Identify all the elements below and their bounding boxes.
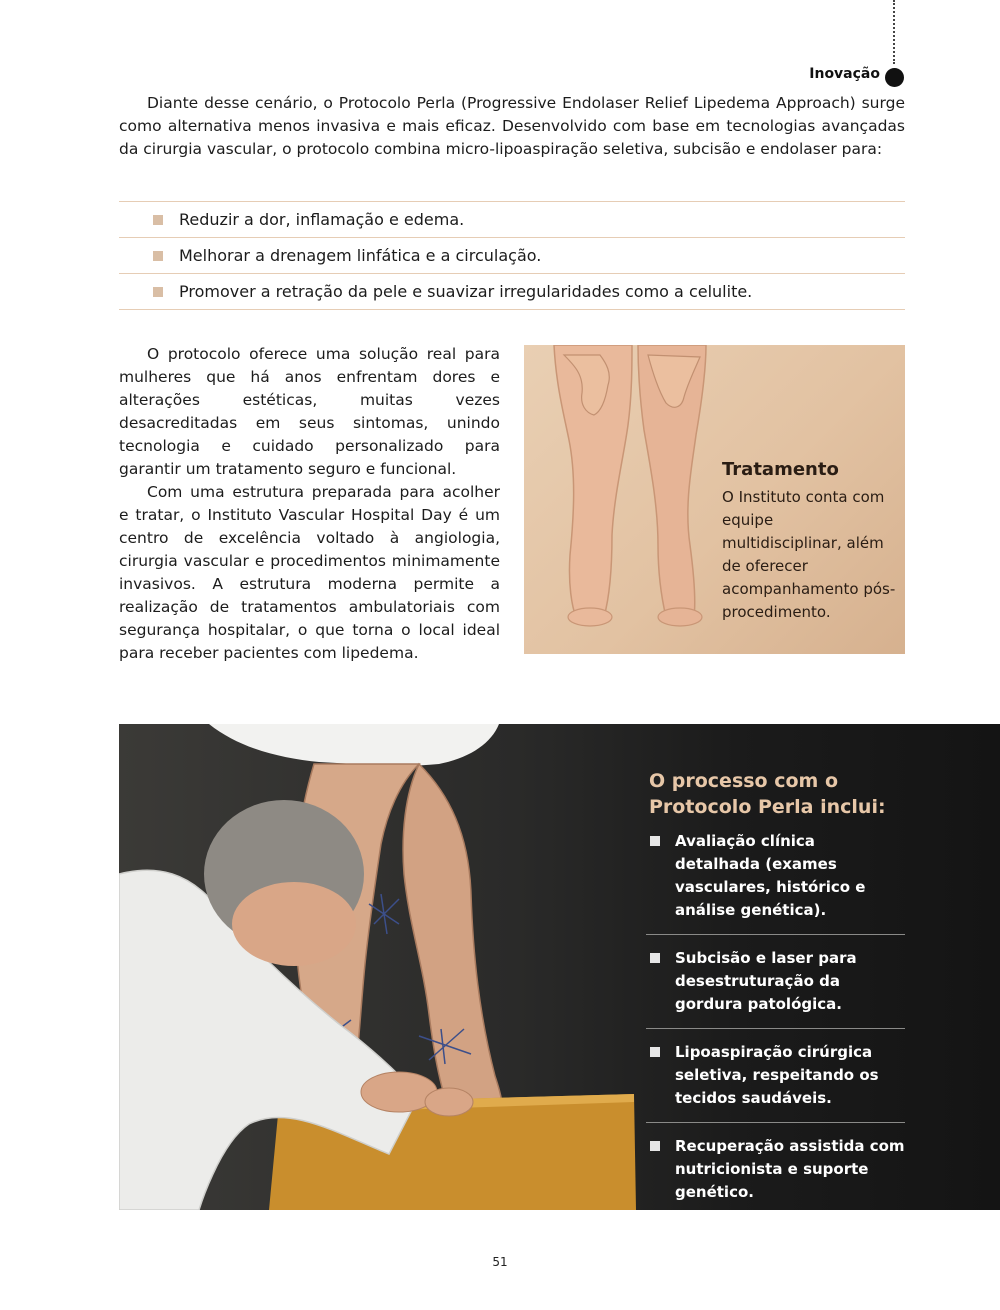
goals-list bbox=[119, 201, 905, 310]
photo-caption-title: Tratamento bbox=[722, 459, 839, 480]
section-tag: Inovação bbox=[809, 66, 880, 82]
process-item-text: Avaliação clínica detalhada (exames vasculares, histórico e análise genética). bbox=[675, 832, 866, 919]
bullet-square-icon bbox=[153, 287, 163, 297]
list-item bbox=[119, 238, 905, 274]
goal-text: Reduzir a dor, inflamação e edema. bbox=[179, 210, 465, 229]
photo-caption-body: O Instituto conta com equipe multidisciplinar, além de oferecer acompanhamento pós-procedimento. bbox=[722, 488, 896, 621]
list-item bbox=[646, 1039, 905, 1123]
bullet-square-icon bbox=[650, 1047, 660, 1057]
process-item-text: Lipoaspiração cirúrgica seletiva, respeitando os tecidos saudáveis. bbox=[675, 1043, 879, 1107]
bullet-square-icon bbox=[153, 215, 163, 225]
section-dot bbox=[885, 68, 904, 87]
procedure-photo bbox=[119, 724, 1000, 1210]
list-item bbox=[646, 828, 905, 935]
list-item bbox=[646, 1133, 905, 1210]
header-dotted-rule bbox=[893, 0, 895, 64]
column-paragraph-2: Com uma estrutura preparada para acolher e tratar, o Instituto Vascular Hospital Day é um centro de excelência voltado à angiologia, cirurgia vascular e procedimentos minimamente invasivos. A estrutura moderna permite a realização de tratamentos ambulatoriais com segurança hospitalar, o que torna o local ideal para receber pacientes com lipedema. bbox=[119, 483, 500, 662]
process-list bbox=[646, 828, 905, 1210]
goal-text: Melhorar a drenagem linfática e a circulação. bbox=[179, 246, 542, 265]
column-paragraph-1: O protocolo oferece uma solução real para mulheres que há anos enfrentam dores e alterações estéticas, muitas vezes desacreditadas em seus sintomas, unindo tecnologia e cuidado personalizado para garantir um tratamento seguro e funcional. bbox=[119, 345, 500, 478]
bullet-square-icon bbox=[153, 251, 163, 261]
bullet-square-icon bbox=[650, 953, 660, 963]
process-title: O processo com o Protocolo Perla inclui: bbox=[649, 770, 886, 818]
bullet-square-icon bbox=[650, 1141, 660, 1151]
legs-photo bbox=[524, 345, 905, 654]
list-item bbox=[119, 202, 905, 238]
process-item-text: Subcisão e laser para desestruturação da gordura patológica. bbox=[675, 949, 857, 1013]
intro-paragraph: Diante desse cenário, o Protocolo Perla (Progressive Endolaser Relief Lipedema Approach) surge como alternativa menos invasiva e mais eficaz. Desenvolvido com base em tecnologias avançadas da cirurgia vascular, o protocolo combina micro-lipoaspiração seletiva, subcisão e endolaser para: bbox=[119, 94, 905, 158]
body-column bbox=[119, 343, 500, 665]
process-item-text: Recuperação assistida com nutricionista e suporte genético. bbox=[675, 1137, 905, 1201]
goal-text: Promover a retração da pele e suavizar irregularidades como a celulite. bbox=[179, 282, 753, 301]
page-number: 51 bbox=[492, 1255, 508, 1269]
list-item bbox=[119, 274, 905, 310]
bullet-square-icon bbox=[650, 836, 660, 846]
list-item bbox=[646, 945, 905, 1029]
